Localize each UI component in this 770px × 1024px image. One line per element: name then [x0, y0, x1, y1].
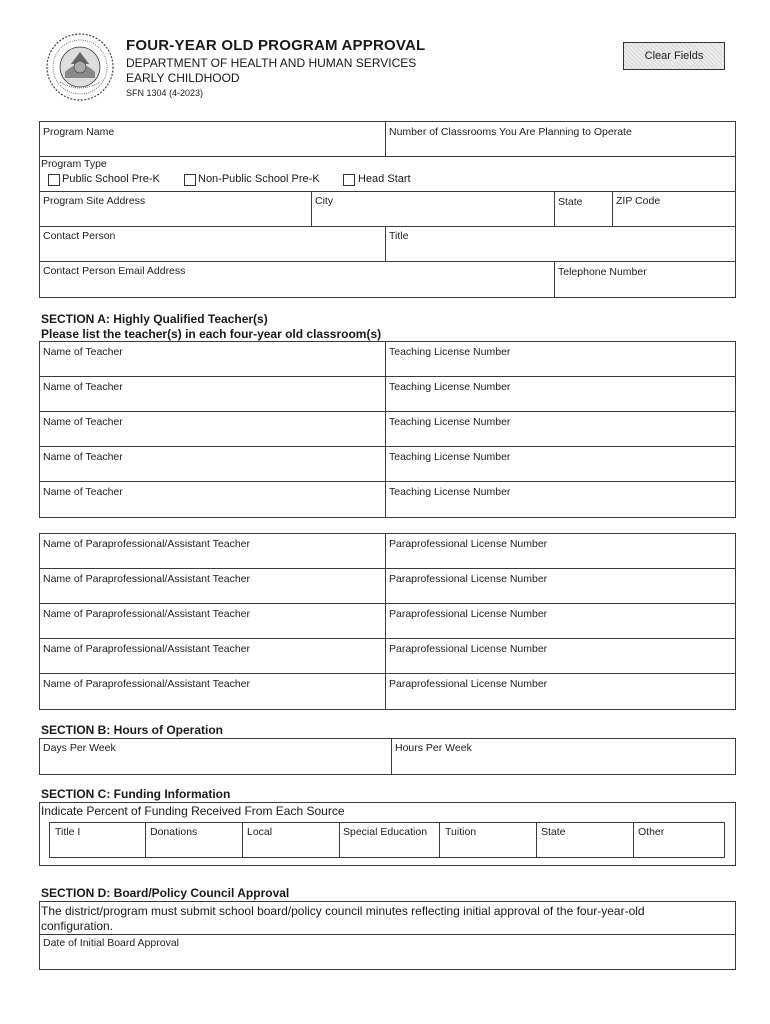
para-name-field[interactable]: Name of Paraprofessional/Assistant Teacher [43, 538, 250, 550]
form-number: SFN 1304 (4-2023) [126, 88, 204, 98]
board-approval-text-line2: configuration. [41, 919, 114, 933]
public-school-prek-checkbox[interactable] [48, 174, 60, 186]
section-c-heading: SECTION C: Funding Information [41, 787, 231, 801]
funding-state-field[interactable]: State [541, 826, 566, 838]
contact-person-field[interactable]: Contact Person [43, 230, 116, 242]
contact-email-field[interactable]: Contact Person Email Address [43, 265, 186, 277]
para-name-field[interactable]: Name of Paraprofessional/Assistant Teacher [43, 573, 250, 585]
form-title: FOUR-YEAR OLD PROGRAM APPROVAL [126, 37, 426, 54]
section-a-heading: SECTION A: Highly Qualified Teacher(s) [41, 312, 268, 326]
city-field[interactable]: City [315, 195, 334, 207]
program-type-label: Program Type [41, 158, 107, 170]
program-name-field[interactable]: Program Name [43, 126, 115, 138]
hours-table [39, 738, 736, 775]
head-start-checkbox[interactable] [343, 174, 355, 186]
contact-title-field[interactable]: Title [389, 230, 409, 242]
para-license-field[interactable]: Paraprofessional License Number [389, 573, 548, 585]
funding-donations-field[interactable]: Donations [150, 826, 198, 838]
teacher-license-field[interactable]: Teaching License Number [389, 416, 511, 428]
para-name-field[interactable]: Name of Paraprofessional/Assistant Teacher [43, 678, 250, 690]
teacher-license-field[interactable]: Teaching License Number [389, 381, 511, 393]
funding-special-education-field[interactable]: Special Education [343, 826, 428, 838]
non-public-school-prek-checkbox[interactable] [184, 174, 196, 186]
public-school-prek-label: Public School Pre-K [62, 173, 160, 185]
teacher-license-field[interactable]: Teaching License Number [389, 346, 511, 358]
teacher-name-field[interactable]: Name of Teacher [43, 381, 123, 393]
telephone-field[interactable]: Telephone Number [558, 266, 647, 278]
classrooms-count-field[interactable]: Number of Classrooms You Are Planning to Operate [389, 126, 632, 138]
para-license-field[interactable]: Paraprofessional License Number [389, 643, 548, 655]
state-seal-logo [45, 32, 115, 102]
state-field[interactable]: State [558, 196, 583, 208]
board-approval-text-line1: The district/program must submit school board/policy council minutes reflecting initial approval of the four-year-old [41, 904, 645, 918]
funding-tuition-field[interactable]: Tuition [445, 826, 477, 838]
teacher-name-field[interactable]: Name of Teacher [43, 416, 123, 428]
funding-other-field[interactable]: Other [638, 826, 665, 838]
section-a-instruction: Please list the teacher(s) in each four-year old classroom(s) [41, 327, 382, 341]
days-per-week-field[interactable]: Days Per Week [43, 742, 116, 754]
department-name: DEPARTMENT OF HEALTH AND HUMAN SERVICES [126, 56, 417, 70]
para-name-field[interactable]: Name of Paraprofessional/Assistant Teacher [43, 608, 250, 620]
teachers-table [39, 341, 736, 518]
clear-fields-button[interactable]: Clear Fields [623, 42, 725, 70]
teacher-name-field[interactable]: Name of Teacher [43, 451, 123, 463]
teacher-name-field[interactable]: Name of Teacher [43, 486, 123, 498]
para-license-field[interactable]: Paraprofessional License Number [389, 538, 548, 550]
para-name-field[interactable]: Name of Paraprofessional/Assistant Teacher [43, 643, 250, 655]
teacher-license-field[interactable]: Teaching License Number [389, 486, 511, 498]
para-license-field[interactable]: Paraprofessional License Number [389, 678, 548, 690]
head-start-label: Head Start [358, 173, 411, 185]
zip-code-field[interactable]: ZIP Code [616, 195, 661, 207]
site-address-field[interactable]: Program Site Address [43, 195, 146, 207]
section-d-heading: SECTION D: Board/Policy Council Approval [41, 886, 290, 900]
section-b-heading: SECTION B: Hours of Operation [41, 723, 224, 737]
para-license-field[interactable]: Paraprofessional License Number [389, 608, 548, 620]
funding-local-field[interactable]: Local [247, 826, 273, 838]
funding-title-i-field[interactable]: Title I [55, 826, 81, 838]
funding-instruction: Indicate Percent of Funding Received From Each Source [41, 804, 345, 818]
teacher-name-field[interactable]: Name of Teacher [43, 346, 123, 358]
hours-per-week-field[interactable]: Hours Per Week [395, 742, 472, 754]
board-approval-date-field[interactable]: Date of Initial Board Approval [43, 937, 179, 949]
non-public-school-prek-label: Non-Public School Pre-K [198, 173, 320, 185]
teacher-license-field[interactable]: Teaching License Number [389, 451, 511, 463]
division-name: EARLY CHILDHOOD [126, 71, 240, 85]
